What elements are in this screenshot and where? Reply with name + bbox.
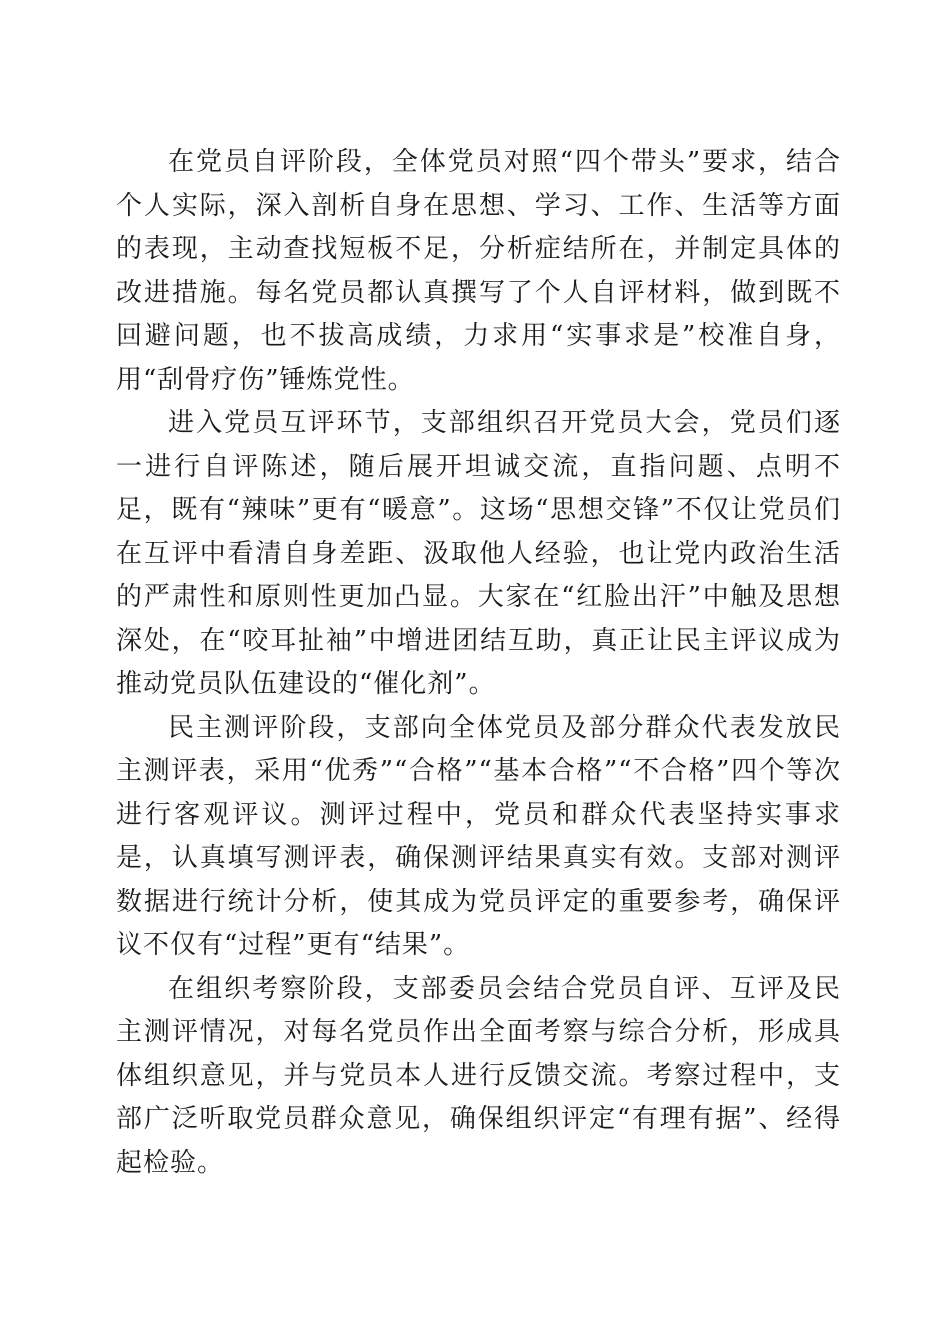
paragraph-democratic-assessment: 民主测评阶段，支部向全体党员及部分群众代表发放民主测评表，采用“优秀”“合格”“基本合格”“不合格”四个等次进行客观评议。测评过程中，党员和群众代表坚持实事求是，认真填写测评表，确保测评结果真实有效。支部对测评数据进行统计分析，使其成为党员评定的重要参考，确保评议不仅有“过程”更有“结果”。 — [116, 712, 841, 960]
document-body — [116, 141, 841, 1185]
paragraph-organizational-review: 在组织考察阶段，支部委员会结合党员自评、互评及民主测评情况，对每名党员作出全面考察与综合分析，形成具体组织意见，并与党员本人进行反馈交流。考察过程中，支部广泛听取党员群众意见，确保组织评定“有理有据”、经得起检验。 — [116, 973, 841, 1178]
paragraph-mutual-evaluation: 进入党员互评环节，支部组织召开党员大会，党员们逐一进行自评陈述，随后展开坦诚交流，直指问题、点明不足，既有“辣味”更有“暖意”。这场“思想交锋”不仅让党员们在互评中看清自身差距、汲取他人经验，也让党内政治生活的严肃性和原则性更加凸显。大家在“红脸出汗”中触及思想深处，在“咬耳扯袖”中增进团结互助，真正让民主评议成为推动党员队伍建设的“催化剂”。 — [116, 408, 841, 699]
paragraph-self-evaluation: 在党员自评阶段，全体党员对照“四个带头”要求，结合个人实际，深入剖析自身在思想、学习、工作、生活等方面的表现，主动查找短板不足，分析症结所在，并制定具体的改进措施。每名党员都认真撰写了个人自评材料，做到既不回避问题，也不拔高成绩，力求用“实事求是”校准自身，用“刮骨疗伤”锤炼党性。 — [116, 147, 841, 395]
